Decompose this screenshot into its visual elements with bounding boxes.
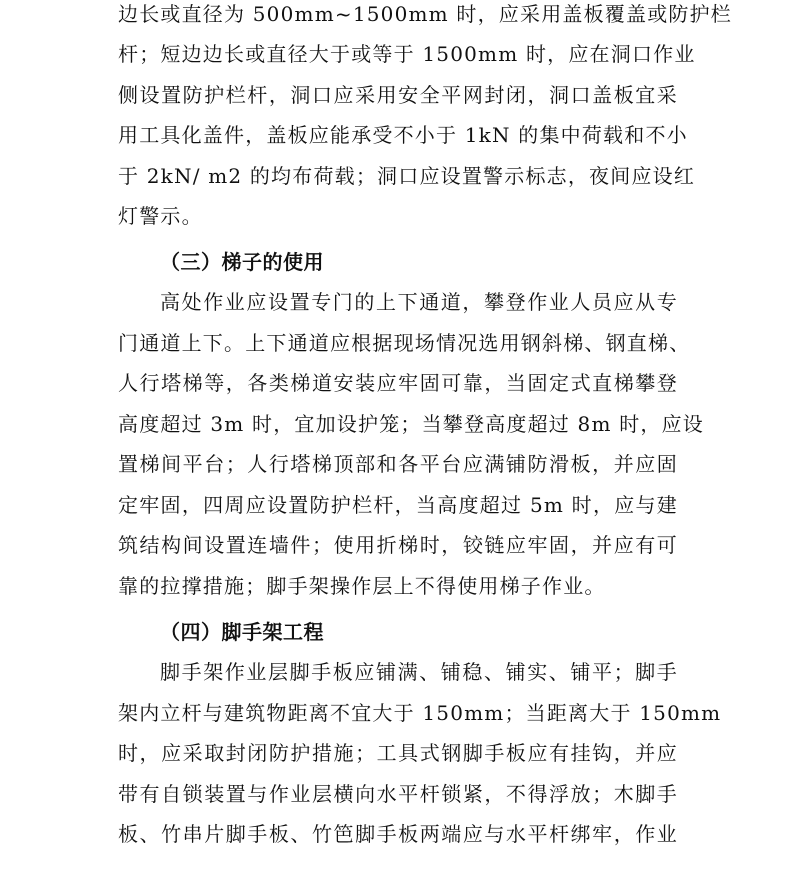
paragraph-line: 杆；短边边长或直径大于或等于 1500mm 时，应在洞口作业 — [118, 42, 696, 66]
paragraph-line: 置梯间平台；人行塔梯顶部和各平台应满铺防滑板，并应固 — [118, 452, 678, 476]
paragraph-line: 板、竹串片脚手板、竹笆脚手板两端应与水平杆绑牢，作业 — [118, 822, 678, 846]
paragraph-line: 门通道上下。上下通道应根据现场情况选用钢斜梯、钢直梯、 — [118, 331, 691, 355]
paragraph-line: 人行塔梯等，各类梯道安装应牢固可靠，当固定式直梯攀登 — [118, 371, 678, 395]
paragraph-line: 灯警示。 — [118, 204, 203, 228]
paragraph-line: 侧设置防护栏杆，洞口应采用安全平网封闭，洞口盖板宜采 — [118, 83, 678, 107]
paragraph-line: 于 2kN/ m2 的均布荷载；洞口应设置警示标志，夜间应设红 — [118, 164, 696, 188]
paragraph-line: 脚手架作业层脚手板应铺满、铺稳、铺实、铺平；脚手 — [160, 660, 678, 684]
section-heading: （四）脚手架工程 — [160, 620, 324, 644]
section-heading: （三）梯子的使用 — [160, 250, 324, 274]
paragraph-line: 用工具化盖件，盖板应能承受不小于 1kN 的集中荷载和不小 — [118, 123, 688, 147]
paragraph-line: 定牢固，四周应设置防护栏杆，当高度超过 5m 时，应与建 — [118, 493, 678, 517]
paragraph-line: 高度超过 3m 时，宜加设护笼；当攀登高度超过 8m 时，应设 — [118, 412, 705, 436]
paragraph-line: 筑结构间设置连墙件；使用折梯时，铰链应牢固，并应有可 — [118, 533, 678, 557]
paragraph-line: 带有自锁装置与作业层横向水平杆锁紧，不得浮放；木脚手 — [118, 782, 678, 806]
paragraph-line: 架内立杆与建筑物距离不宜大于 150mm；当距离大于 150mm — [118, 701, 722, 725]
paragraph-line: 边长或直径为 500mm~1500mm 时，应采用盖板覆盖或防护栏 — [118, 2, 733, 26]
paragraph-line: 时，应采取封闭防护措施；工具式钢脚手板应有挂钩，并应 — [118, 741, 678, 765]
paragraph-line: 靠的拉撑措施；脚手架操作层上不得使用梯子作业。 — [118, 574, 606, 598]
paragraph-line: 高处作业应设置专门的上下通道，攀登作业人员应从专 — [160, 290, 678, 314]
